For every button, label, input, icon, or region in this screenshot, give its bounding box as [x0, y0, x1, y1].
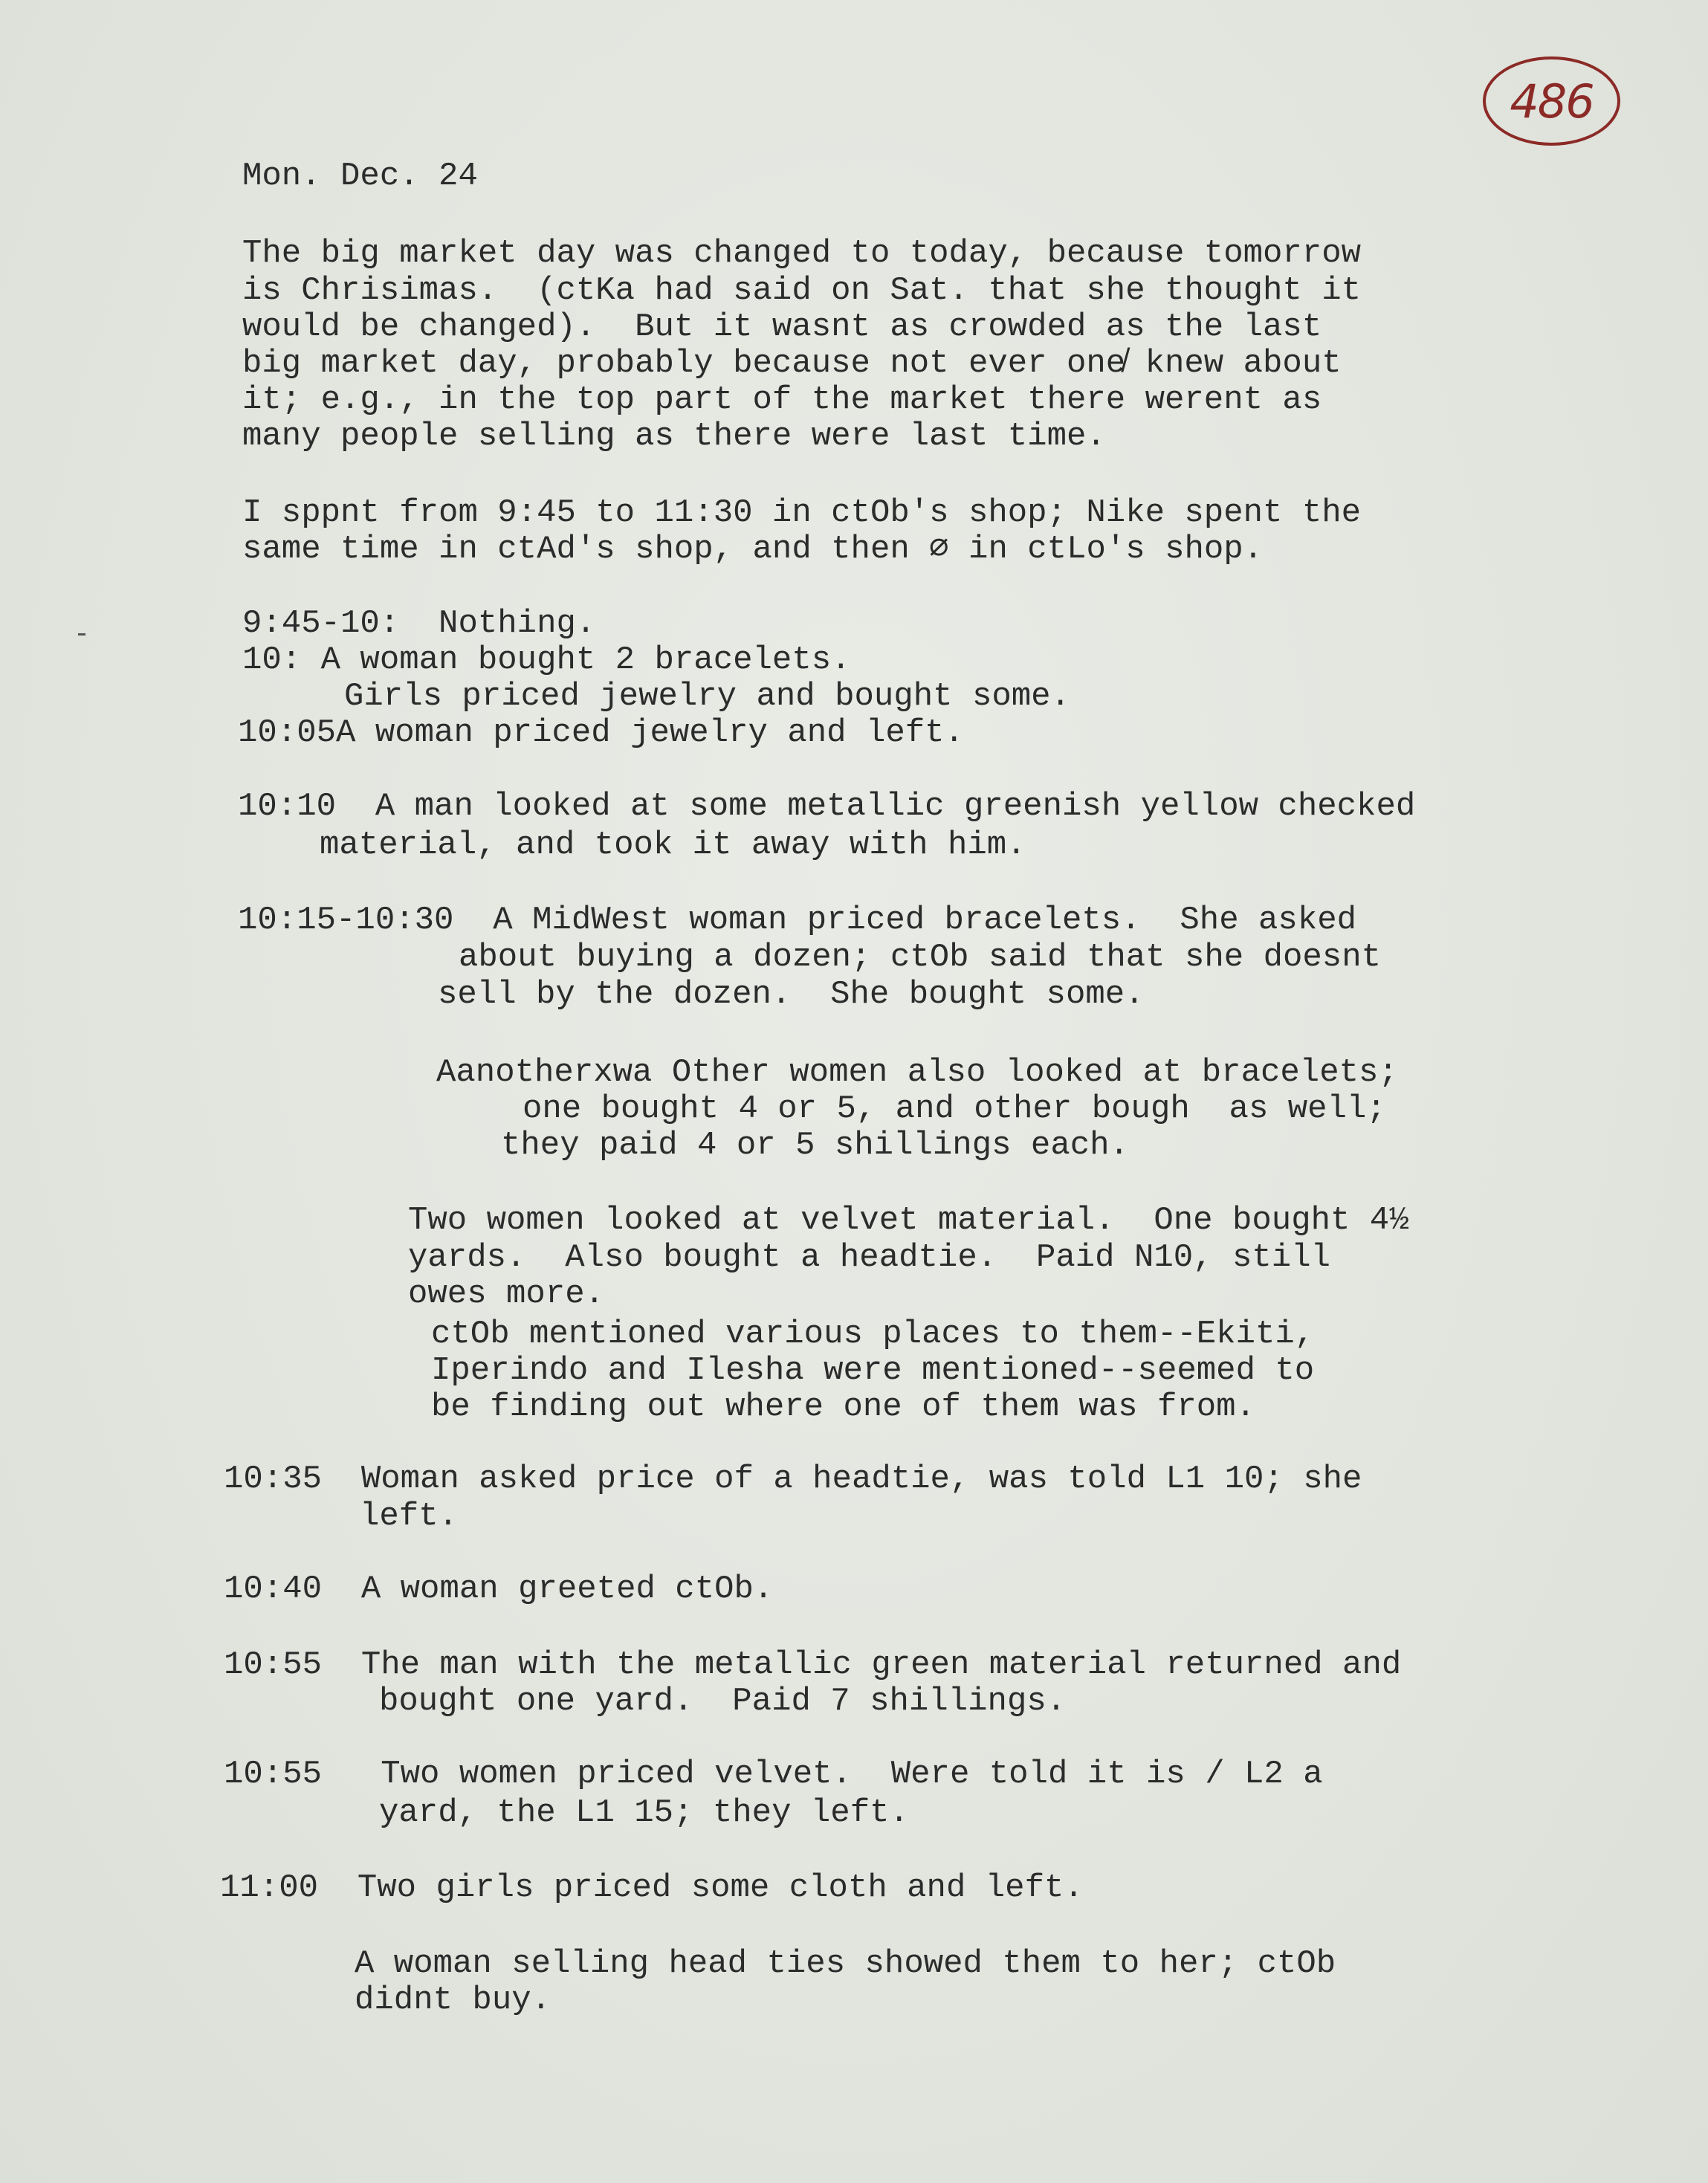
- entry-line: 10: A woman bought 2 bracelets.: [242, 641, 851, 679]
- page-number-stamp: 486: [1483, 56, 1620, 146]
- entry-line: they paid 4 or 5 shillings each.: [501, 1127, 1129, 1164]
- entry-line: be finding out where one of them was from.: [431, 1388, 1255, 1426]
- text-line: I sppnt from 9:45 to 11:30 in ctOb's shop; Nike spent the: [242, 494, 1362, 531]
- entry-line: bought one yard. Paid 7 shillings.: [379, 1683, 1067, 1720]
- entry-line: A woman selling head ties showed them to her; ctOb: [355, 1945, 1336, 1982]
- entry-line: 10:10 A man looked at some metallic greenish yellow checked: [238, 788, 1416, 825]
- entry-line: Two women looked at velvet material. One bought 4½: [408, 1202, 1409, 1239]
- entry-line: didnt buy.: [355, 1982, 551, 2019]
- entry-line: 10:55 The man with the metallic green material returned and: [224, 1646, 1402, 1684]
- entry-line: material, and took it away with him.: [320, 827, 1026, 864]
- entry-line: Iperindo and Ilesha were mentioned--seemed to: [431, 1352, 1315, 1389]
- entry-line: 9:45-10: Nothing.: [242, 605, 596, 642]
- text-line: big market day, probably because not ever one̸ knew about: [242, 345, 1342, 382]
- stray-mark: [78, 633, 85, 636]
- text-line: is Chrisimas. (ctKa had said on Sat. that she thought it: [242, 272, 1362, 309]
- text-line: many people selling as there were last time.: [242, 418, 1106, 455]
- entry-line: yards. Also bought a headtie. Paid N10, still: [408, 1239, 1331, 1276]
- entry-line: 11:00 Two girls priced some cloth and left.: [220, 1869, 1084, 1907]
- entry-line: ctOb mentioned various places to them--Ekiti,: [431, 1316, 1315, 1353]
- entry-line: Aanotherxwa Other women also looked at bracelets;: [436, 1054, 1398, 1091]
- text-line: The big market day was changed to today, because tomorrow: [242, 235, 1362, 272]
- text-line: it; e.g., in the top part of the market there werent as: [242, 381, 1322, 418]
- entry-line: 10:15-10:30 A MidWest woman priced bracelets. She asked: [238, 902, 1357, 939]
- entry-line: owes more.: [408, 1275, 605, 1313]
- entry-line: sell by the dozen. She bought some.: [438, 976, 1145, 1013]
- entry-line: 10:55 Two women priced velvet. Were told it is / L2 a: [224, 1756, 1323, 1793]
- text-line: would be changed). But it wasnt as crowded as the last: [242, 308, 1322, 346]
- entry-line: yard, the L1 15; they left.: [379, 1794, 909, 1831]
- entry-line: left.: [360, 1498, 459, 1535]
- entry-line: one bought 4 or 5, and other bough as well;: [523, 1090, 1386, 1128]
- date-heading: Mon. Dec. 24: [242, 158, 478, 195]
- entry-line: 10:35 Woman asked price of a headtie, was told L1 10; she: [224, 1461, 1362, 1498]
- text-line: same time in ctAd's shop, and then ∅ in ctLo's shop.: [242, 531, 1264, 568]
- entry-line: Girls priced jewelry and bought some.: [344, 678, 1070, 715]
- entry-line: 10:05A woman priced jewelry and left.: [238, 714, 964, 751]
- entry-line: about buying a dozen; ctOb said that she doesnt: [459, 939, 1382, 976]
- entry-line: 10:40 A woman greeted ctOb.: [224, 1571, 774, 1608]
